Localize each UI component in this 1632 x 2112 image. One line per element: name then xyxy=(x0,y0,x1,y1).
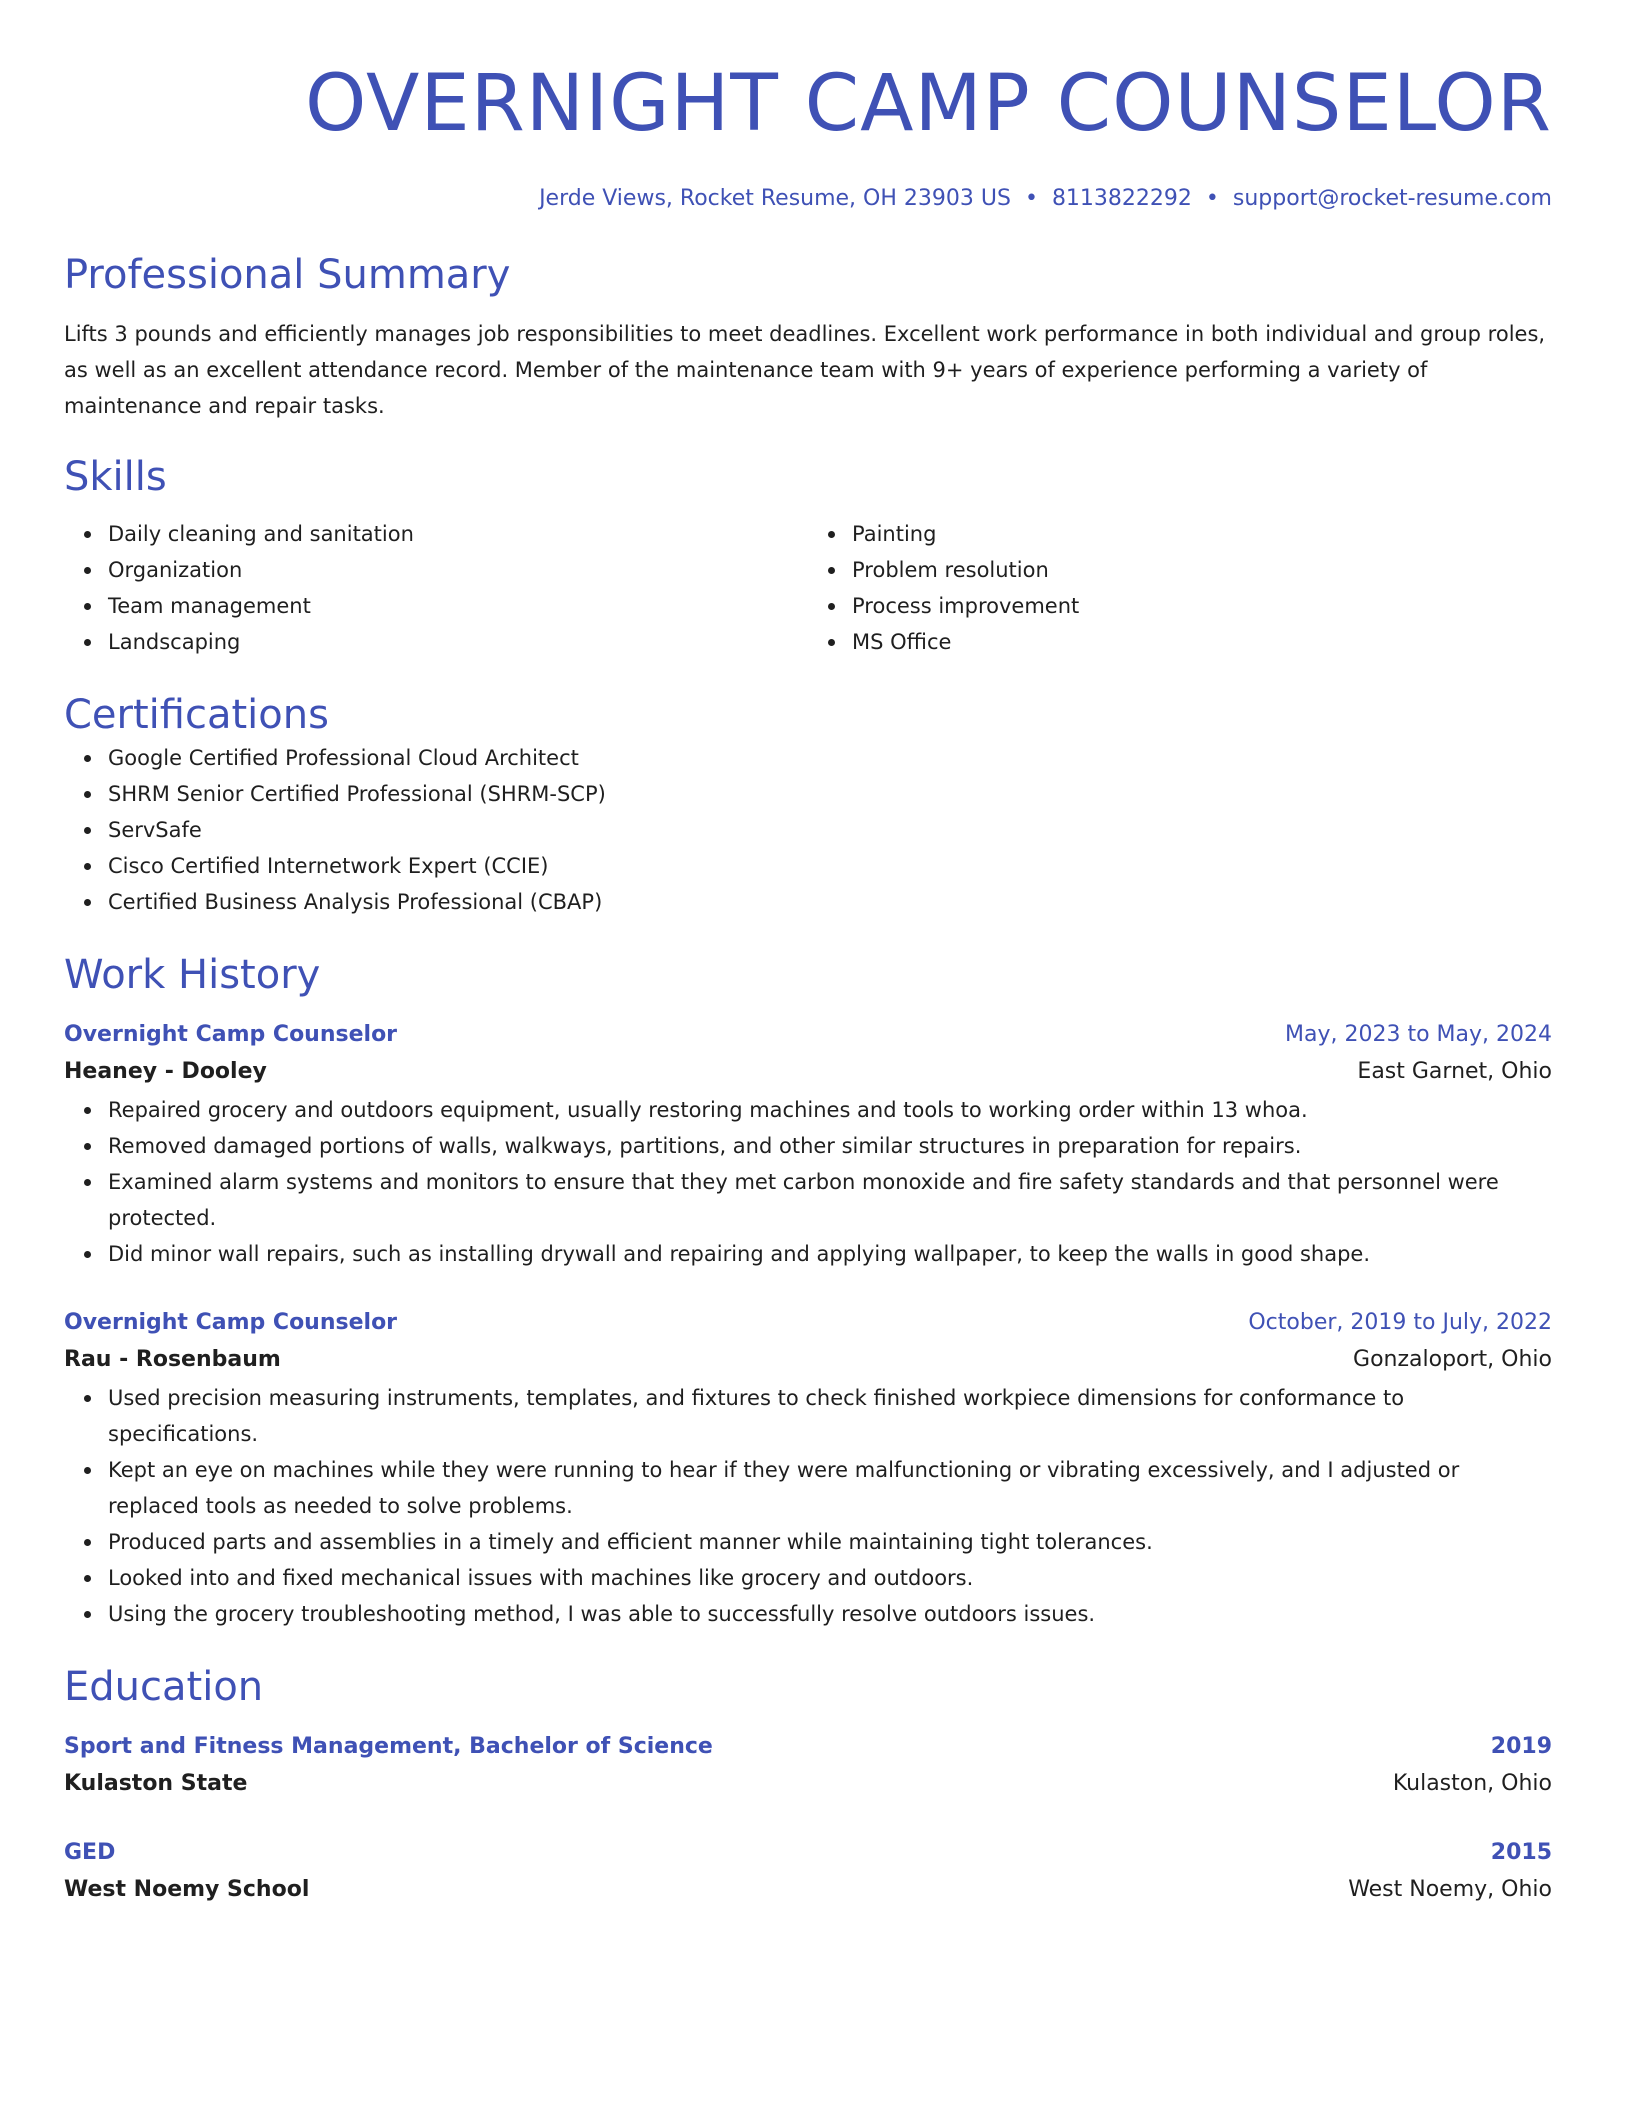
certifications-section xyxy=(64,690,1552,920)
education-year: 2015 xyxy=(1490,1840,1552,1865)
work-history-section xyxy=(64,950,1552,1632)
skills-grid xyxy=(64,516,1552,660)
job-title: Overnight Camp Counselor xyxy=(64,1022,398,1047)
education-year: 2019 xyxy=(1490,1734,1552,1759)
education-degree: GED xyxy=(64,1840,116,1865)
resume-title: OVERNIGHT CAMP COUNSELOR xyxy=(304,59,1552,149)
job-duty: Removed damaged portions of walls, walkways, partitions, and other similar structures in preparation for repairs. xyxy=(108,1128,1552,1164)
contact-address: Jerde Views, Rocket Resume, OH 23903 US xyxy=(539,186,1011,211)
job-entry xyxy=(64,1306,1552,1632)
job-location: East Garnet, Ohio xyxy=(1357,1059,1552,1084)
job-duty: Kept an eye on machines while they were running to hear if they were malfunctioning or vibrating excessively, and I adjusted or replaced tools as needed to solve problems. xyxy=(108,1452,1552,1524)
job-duty: Examined alarm systems and monitors to ensure that they met carbon monoxide and fire safety standards and that personnel were protected. xyxy=(108,1164,1552,1236)
job-title-row xyxy=(64,1018,1552,1052)
education-degree: Sport and Fitness Management, Bachelor of Science xyxy=(64,1734,713,1759)
skills-heading: Skills xyxy=(64,454,167,500)
skill-item: Daily cleaning and sanitation xyxy=(108,516,808,552)
job-duty: Produced parts and assemblies in a timely and efficient manner while maintaining tight tolerances. xyxy=(108,1524,1552,1560)
summary-heading: Professional Summary xyxy=(64,252,511,298)
certification-item: Certified Business Analysis Professional (CBAP) xyxy=(108,884,1552,920)
skills-column-left xyxy=(64,516,808,660)
skill-item: Problem resolution xyxy=(852,552,1552,588)
job-title-row xyxy=(64,1306,1552,1340)
education-heading: Education xyxy=(64,1664,264,1710)
job-duty: Looked into and fixed mechanical issues with machines like grocery and outdoors. xyxy=(108,1560,1552,1596)
job-entry xyxy=(64,1018,1552,1272)
contact-separator: • xyxy=(1205,186,1219,211)
education-entry xyxy=(64,1836,1552,1910)
skill-item: Painting xyxy=(852,516,1552,552)
summary-text: Lifts 3 pounds and efficiently manages job responsibilities to meet deadlines. Excellent work performance in both individual and group roles, as well as an excellent attendance record. Member of the maintenance team with 9+ years of experience performing a variety of maintenance and repair tasks. xyxy=(64,322,1546,418)
certifications-heading: Certifications xyxy=(64,692,329,738)
certification-item: SHRM Senior Certified Professional (SHRM-SCP) xyxy=(108,776,1552,812)
certifications-list xyxy=(64,740,1552,920)
resume-header xyxy=(64,56,1552,214)
education-school-row xyxy=(64,1870,1552,1910)
job-duty: Used precision measuring instruments, templates, and fixtures to check finished workpiece dimensions for conformance to specifications. xyxy=(108,1380,1552,1452)
job-company: Heaney - Dooley xyxy=(64,1059,267,1084)
skill-item: MS Office xyxy=(852,624,1552,660)
job-company-row xyxy=(64,1340,1552,1380)
contact-email[interactable]: support@rocket-resume.com xyxy=(1232,186,1552,211)
education-location: Kulaston, Ohio xyxy=(1392,1771,1552,1796)
contact-line xyxy=(64,184,1552,214)
work-history-heading: Work History xyxy=(64,952,321,998)
summary-section xyxy=(64,250,1552,424)
education-degree-row xyxy=(64,1836,1552,1870)
job-duties-list xyxy=(64,1092,1552,1272)
job-duty: Repaired grocery and outdoors equipment, usually restoring machines and tools to working order within 13 whoa. xyxy=(108,1092,1552,1128)
skill-item: Process improvement xyxy=(852,588,1552,624)
education-school: West Noemy School xyxy=(64,1877,310,1902)
skills-column-right xyxy=(808,516,1552,660)
job-company-row xyxy=(64,1052,1552,1092)
certification-item: Cisco Certified Internetwork Expert (CCIE) xyxy=(108,848,1552,884)
job-dates: May, 2023 to May, 2024 xyxy=(1285,1022,1552,1047)
job-dates: October, 2019 to July, 2022 xyxy=(1248,1310,1552,1335)
skill-item: Organization xyxy=(108,552,808,588)
job-duty: Did minor wall repairs, such as installing drywall and repairing and applying wallpaper, to keep the walls in good shape. xyxy=(108,1236,1552,1272)
education-entry xyxy=(64,1730,1552,1804)
job-duties-list xyxy=(64,1380,1552,1632)
contact-separator: • xyxy=(1024,186,1038,211)
education-degree-row xyxy=(64,1730,1552,1764)
skill-item: Team management xyxy=(108,588,808,624)
skills-section xyxy=(64,452,1552,660)
contact-phone: 8113822292 xyxy=(1051,186,1192,211)
job-duty: Using the grocery troubleshooting method, I was able to successfully resolve outdoors issues. xyxy=(108,1596,1552,1632)
education-section xyxy=(64,1662,1552,1910)
job-location: Gonzaloport, Ohio xyxy=(1353,1347,1552,1372)
education-school-row xyxy=(64,1764,1552,1804)
certification-item: ServSafe xyxy=(108,812,1552,848)
education-location: West Noemy, Ohio xyxy=(1348,1877,1552,1902)
certification-item: Google Certified Professional Cloud Architect xyxy=(108,740,1552,776)
job-company: Rau - Rosenbaum xyxy=(64,1347,281,1372)
skill-item: Landscaping xyxy=(108,624,808,660)
job-title: Overnight Camp Counselor xyxy=(64,1310,398,1335)
education-school: Kulaston State xyxy=(64,1771,248,1796)
